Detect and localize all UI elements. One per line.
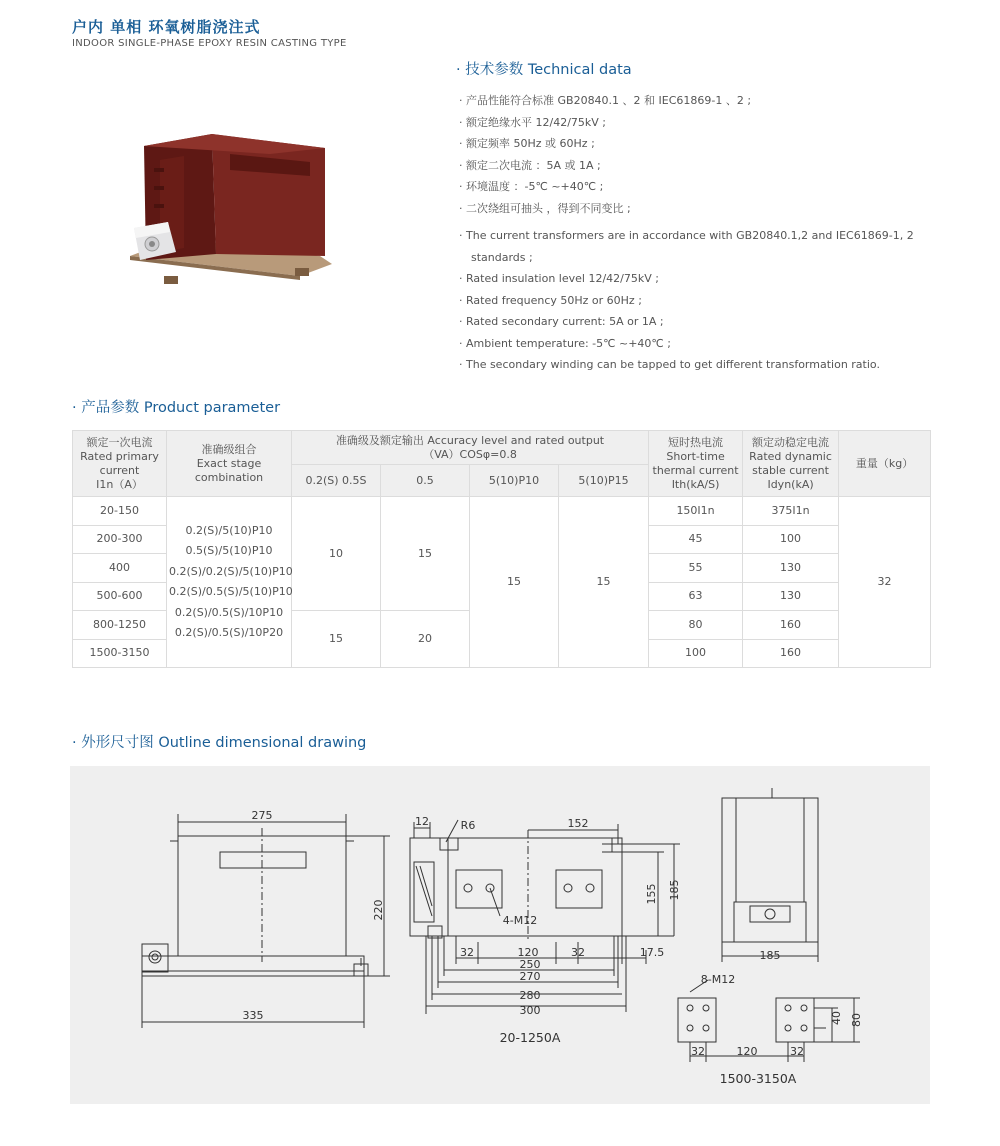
header-short-time: 短时热电流 Short-time thermal current Ith(kA/S)	[649, 431, 743, 497]
product-image	[120, 128, 350, 308]
dim-term-m12: 8-M12	[700, 973, 736, 986]
cell-ith: 55	[649, 554, 743, 583]
spec-standard-en: · The current transformers are in accordance with GB20840.1,2 and IEC61869-1, 2	[459, 225, 914, 247]
cell-current: 1500-3150	[73, 639, 167, 668]
dim-side-300: 300	[519, 1004, 541, 1017]
product-heading: · 产品参数 Product parameter	[72, 400, 281, 416]
dim-side-120: 120	[517, 946, 539, 959]
page-title: 户内 单相 环氧树脂浇注式	[72, 18, 261, 36]
outline-heading: · 外形尺寸图 Outline dimensional drawing	[72, 735, 367, 751]
header-weight: 重量（kg）	[839, 431, 931, 497]
spec-tap-cn: · 二次绕组可抽头 ，得到不同变比 ;	[459, 198, 751, 220]
dim-side-32b: 32	[571, 946, 585, 959]
spec-insulation-en: · Rated insulation level 12/42/75kV ;	[459, 268, 914, 290]
dim-term-32a: 32	[691, 1045, 705, 1058]
cell-p10: 15	[470, 497, 559, 668]
spec-secondary-en: · Rated secondary current: 5A or 1A ;	[459, 311, 914, 333]
header-stage: 准确级组合 Exact stage combination	[167, 431, 292, 497]
front-view	[142, 814, 390, 1028]
technical-en-list	[459, 225, 914, 376]
dim-side-r6: R6	[460, 819, 476, 832]
cell-idyn: 130	[743, 554, 839, 583]
cell-current: 500-600	[73, 582, 167, 611]
dim-term-40: 40	[830, 1011, 843, 1025]
spec-standard-en-cont: standards ;	[471, 250, 533, 264]
spec-frequency-en: · Rated frequency 50Hz or 60Hz ;	[459, 290, 914, 312]
header-accuracy: 准确级及额定输出 Accuracy level and rated output （VA）COSφ=0.8	[292, 431, 649, 465]
spec-temperature-cn: · 环境温度 ：-5℃ ~+40℃ ;	[459, 176, 751, 198]
cell-ith: 150I1n	[649, 497, 743, 526]
dim-side-185: 185	[668, 879, 681, 901]
header-acc-p15: 5(10)P15	[559, 465, 649, 497]
cell-p15: 15	[559, 497, 649, 668]
spec-insulation-cn: · 额定绝缘水平 12/42/75kV ;	[459, 112, 751, 134]
technical-heading: · 技术参数 Technical data	[456, 62, 632, 78]
dimension-labels	[243, 809, 864, 1086]
cell-stage-list: 0.2(S)/5(10)P10 0.5(S)/5(10)P10 0.2(S)/0.2(S)/5(10)P10 0.2(S)/0.5(S)/5(10)P10 0.2(S)/0.5(S)/10P10 0.2(S)/0.5(S)/10P20	[167, 497, 292, 668]
dim-side-m12: 4-M12	[502, 914, 538, 927]
cell-current: 800-1250	[73, 611, 167, 640]
dim-side-155: 155	[645, 883, 658, 905]
cell-acc-02-upper: 10	[292, 497, 381, 611]
dim-side-250: 250	[519, 958, 541, 971]
cell-current: 200-300	[73, 525, 167, 554]
dim-term-120: 120	[736, 1045, 758, 1058]
header-acc-05: 0.5	[381, 465, 470, 497]
cell-idyn: 160	[743, 639, 839, 668]
dim-side-280: 280	[519, 989, 541, 1002]
cell-ith: 100	[649, 639, 743, 668]
dim-side-12: 12	[415, 815, 429, 828]
technical-cn-list	[459, 90, 751, 219]
header-primary-current: 额定一次电流 Rated primary current I1n（A）	[73, 431, 167, 497]
dim-front-bottom: 335	[242, 1009, 264, 1022]
cell-ith: 45	[649, 525, 743, 554]
spec-secondary-cn: · 额定二次电流 ：5A 或 1A ;	[459, 155, 751, 177]
cell-acc-05-lower: 20	[381, 611, 470, 668]
cell-ith: 80	[649, 611, 743, 640]
cell-idyn: 375I1n	[743, 497, 839, 526]
cell-ith: 63	[649, 582, 743, 611]
header-acc-02: 0.2(S) 0.5S	[292, 465, 381, 497]
spec-frequency-cn: · 额定频率 50Hz 或 60Hz ;	[459, 133, 751, 155]
dim-term-80: 80	[850, 1013, 863, 1027]
dim-side-152: 152	[567, 817, 589, 830]
cell-idyn: 130	[743, 582, 839, 611]
dim-side-32a: 32	[460, 946, 474, 959]
page-subtitle: INDOOR SINGLE-PHASE EPOXY RESIN CASTING TYPE	[72, 38, 347, 49]
cell-acc-05-upper: 15	[381, 497, 470, 611]
parameter-table	[72, 430, 931, 668]
cell-current: 20-150	[73, 497, 167, 526]
header-acc-p10: 5(10)P10	[470, 465, 559, 497]
cell-idyn: 100	[743, 525, 839, 554]
end-view	[722, 788, 818, 962]
caption-20-1250: 20-1250A	[499, 1030, 561, 1045]
dim-side-175: 17.5	[639, 946, 665, 959]
side-view	[410, 820, 680, 1014]
cell-acc-02-lower: 15	[292, 611, 381, 668]
spec-temperature-en: · Ambient temperature: -5℃ ~+40℃ ;	[459, 333, 914, 355]
dim-side-270: 270	[519, 970, 541, 983]
cell-idyn: 160	[743, 611, 839, 640]
dim-term-32b: 32	[790, 1045, 804, 1058]
outline-drawing	[70, 766, 930, 1104]
header-dynamic: 额定动稳定电流 Rated dynamic stable current Idyn(kA)	[743, 431, 839, 497]
cell-current: 400	[73, 554, 167, 583]
spec-standard-cn: · 产品性能符合标准 GB20840.1 、2 和 IEC61869-1 、2 ;	[459, 90, 751, 112]
dim-end-185: 185	[759, 949, 781, 962]
spec-tap-en: · The secondary winding can be tapped to get different transformation ratio.	[459, 354, 914, 376]
cell-weight: 32	[839, 497, 931, 668]
dim-front-height: 220	[372, 899, 385, 921]
dim-front-top: 275	[251, 809, 273, 822]
table-row	[73, 497, 931, 526]
caption-1500-3150: 1500-3150A	[719, 1071, 797, 1086]
